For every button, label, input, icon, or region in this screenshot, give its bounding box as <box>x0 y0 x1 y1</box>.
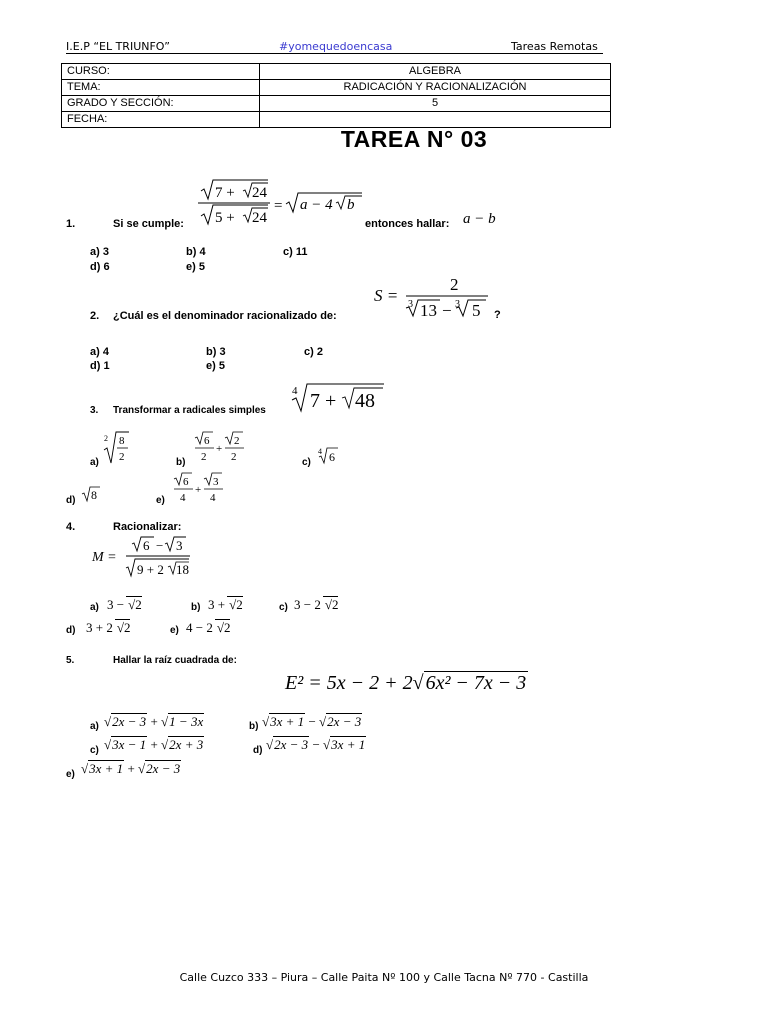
svg-text:8: 8 <box>119 435 125 447</box>
p3-option-c-math <box>318 445 342 465</box>
p3-expr-b: 48 <box>355 390 375 412</box>
problem-3-number: 3. <box>90 405 99 416</box>
p3-option-a-math <box>103 430 133 466</box>
p5-option-e-math: √3x + 1 + √2x − 3 <box>81 761 181 776</box>
problem-2-formula <box>372 274 492 322</box>
p1-option-a: a) 3 <box>90 246 109 258</box>
p4-option-d-math: 3 + 2 √2 <box>86 620 131 635</box>
p4-option-d-label: d) <box>66 625 76 636</box>
p5-option-d-label: d) <box>253 745 263 756</box>
info-row-course <box>62 64 611 80</box>
svg-text:6: 6 <box>143 538 150 553</box>
problem-1-target: a − b <box>463 211 496 227</box>
p2-den-minus: − <box>442 301 452 320</box>
p3-option-a-label: a) <box>90 457 99 468</box>
problem-1-number: 1. <box>66 218 76 230</box>
p2-den-right: 5 <box>472 301 481 320</box>
p2-numerator: 2 <box>450 275 459 294</box>
problem-3-formula <box>290 380 390 414</box>
svg-text:6: 6 <box>329 450 335 464</box>
p2-idx-1: 3 <box>408 299 413 310</box>
info-table <box>61 63 611 128</box>
svg-text:+: + <box>195 484 202 496</box>
problem-3-text: Transformar a radicales simples <box>113 405 266 416</box>
p1-option-b: b) 4 <box>186 246 206 258</box>
svg-text:3: 3 <box>213 476 219 488</box>
p1-num-b: 24 <box>252 185 267 201</box>
p3-option-d-math <box>81 485 103 503</box>
p1-rhs-a: a − 4 <box>300 197 333 213</box>
problem-5-formula: E² = 5x − 2 + 2√ 6x² − 7x − 3 <box>285 672 527 694</box>
header-rule <box>66 53 603 54</box>
svg-text:4: 4 <box>180 492 186 504</box>
p5-option-a-math: √2x − 3 + √1 − 3x <box>104 714 204 729</box>
school-name: I.E.P “EL TRIUNFO” <box>66 40 170 53</box>
svg-text:2: 2 <box>104 434 108 443</box>
p4-option-c-label: c) <box>279 602 288 613</box>
svg-text:6: 6 <box>204 435 210 447</box>
info-label: CURSO: <box>62 64 260 80</box>
svg-text:2: 2 <box>234 435 240 447</box>
p1-num-a: 7 + <box>215 185 235 201</box>
p4-option-b-math: 3 + √2 <box>208 597 243 612</box>
p3-option-e-math <box>172 471 228 507</box>
problem-1-formula <box>198 178 368 230</box>
problem-4-number: 4. <box>66 521 76 533</box>
p2-option-b: b) 3 <box>206 346 226 358</box>
p5-option-b-label: b) <box>249 721 259 732</box>
p2-den-left: 13 <box>420 301 437 320</box>
p5-option-d-math: √2x − 3 − √3x + 1 <box>266 737 366 752</box>
p2-lhs: S = <box>374 286 399 305</box>
info-value: ALGEBRA <box>260 64 611 80</box>
svg-text:2: 2 <box>201 451 207 463</box>
header-right: Tareas Remotas <box>511 40 598 53</box>
svg-text:3: 3 <box>176 538 183 553</box>
p2-option-a: a) 4 <box>90 346 109 358</box>
svg-text:+: + <box>216 443 223 455</box>
p5-option-e-label: e) <box>66 769 75 780</box>
problem-2-question-mark: ? <box>494 309 501 321</box>
info-row-topic <box>62 80 611 96</box>
svg-text:9 + 2: 9 + 2 <box>137 562 164 577</box>
p3-option-c-label: c) <box>302 457 311 468</box>
p1-option-c: c) 11 <box>283 246 308 258</box>
p5-option-a-label: a) <box>90 721 99 732</box>
problem-1-text: Si se cumple: <box>113 218 184 230</box>
p1-den-a: 5 + <box>215 210 235 226</box>
p4-option-c-math: 3 − 2 √2 <box>294 597 339 612</box>
p4-option-e-math: 4 − 2 √2 <box>186 620 231 635</box>
footer-address: Calle Cuzco 333 – Piura – Calle Paita Nº 100 y Calle Tacna Nº 770 - Castilla <box>179 971 589 984</box>
problem-5-number: 5. <box>66 655 75 666</box>
p2-idx-2: 3 <box>455 299 460 310</box>
svg-text:4: 4 <box>318 447 322 456</box>
problem-2-number: 2. <box>90 310 100 322</box>
problem-4-text: Racionalizar: <box>113 521 182 533</box>
hashtag: #yomequedoencasa <box>279 40 393 53</box>
p2-option-e: e) 5 <box>206 360 225 372</box>
p4-option-a-math: 3 − √2 <box>107 597 142 612</box>
problem-2-text: ¿Cuál es el denominador racionalizado de: <box>113 310 337 322</box>
svg-text:=: = <box>274 198 283 214</box>
p3-expr-a: 7 + <box>310 390 337 412</box>
info-label: GRADO Y SECCIÓN: <box>62 96 260 112</box>
info-value: RADICACIÓN Y RACIONALIZACIÓN <box>260 80 611 96</box>
p2-option-d: d) 1 <box>90 360 110 372</box>
p4-option-b-label: b) <box>191 602 201 613</box>
p3-option-e-label: e) <box>156 495 165 506</box>
p5-option-b-math: √3x + 1 − √2x − 3 <box>262 714 362 729</box>
p1-rhs-b: b <box>347 197 355 213</box>
info-label: TEMA: <box>62 80 260 96</box>
info-row-grade <box>62 96 611 112</box>
p4-option-e-label: e) <box>170 625 179 636</box>
p3-index: 4 <box>292 385 298 397</box>
info-label: FECHA: <box>62 112 260 128</box>
svg-text:−: − <box>156 538 164 553</box>
p3-option-d-label: d) <box>66 495 76 506</box>
p1-option-e: e) 5 <box>186 261 205 273</box>
svg-text:2: 2 <box>231 451 237 463</box>
problem-1-then: entonces hallar: <box>365 218 450 230</box>
p5-option-c-math: √3x − 1 + √2x + 3 <box>104 737 204 752</box>
problem-4-formula <box>92 534 202 580</box>
svg-text:4: 4 <box>210 492 216 504</box>
p4-option-a-label: a) <box>90 602 99 613</box>
svg-text:6: 6 <box>183 476 189 488</box>
svg-text:2: 2 <box>119 451 125 463</box>
page-title: TAREA N° 03 <box>340 126 488 152</box>
p1-den-b: 24 <box>252 210 267 226</box>
p3-option-b-label: b) <box>176 457 186 468</box>
p2-option-c: c) 2 <box>304 346 323 358</box>
p4-lhs: M = <box>92 550 117 565</box>
svg-text:8: 8 <box>91 488 97 502</box>
p3-option-b-math <box>193 430 249 466</box>
svg-text:18: 18 <box>176 562 189 577</box>
info-value: 5 <box>260 96 611 112</box>
p1-option-d: d) 6 <box>90 261 110 273</box>
p5-option-c-label: c) <box>90 745 99 756</box>
problem-5-text: Hallar la raíz cuadrada de: <box>113 655 237 666</box>
